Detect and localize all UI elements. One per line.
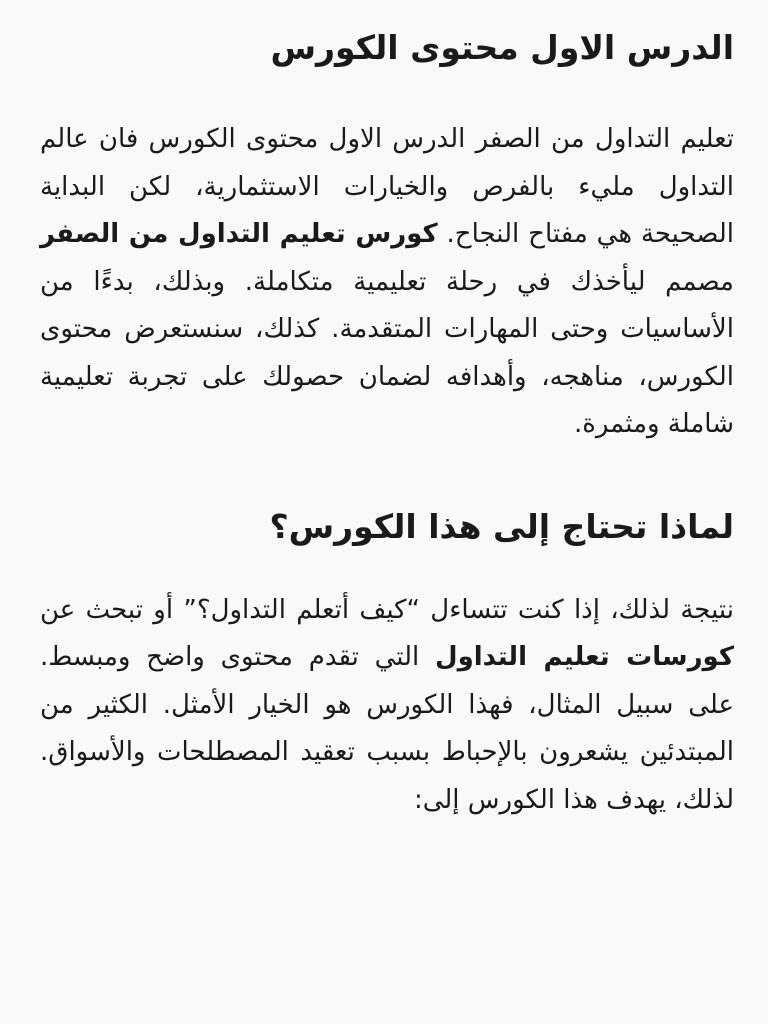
section-heading-first-lesson: الدرس الاول محتوى الكورس xyxy=(270,28,734,67)
intro-text-part1: تعليم التداول من الصفر الدرس الاول محتوى الكورس فان عالم التداول مليء بالفرص والخيارات الاستثمارية، لكن البداية الصحيحة هي مفتاح النجاح. xyxy=(40,124,734,249)
why-bold-courses: كورسات تعليم التداول xyxy=(435,642,734,672)
section-heading-why-course: لماذا تحتاج إلى هذا الكورس؟ xyxy=(269,506,734,546)
why-text-part2: التي تقدم محتوى واضح ومبسط. على سبيل المثال، فهذا الكورس هو الخيار الأمثل. الكثير من المبتدئين يشعرون بالإحباط بسبب تعقيد المصطلحات والأسواق. لذلك، يهدف هذا الكورس إلى: xyxy=(40,642,734,815)
intro-bold-course-name: كورس تعليم التداول من الصفر xyxy=(40,219,438,249)
intro-paragraph xyxy=(40,116,734,449)
why-text-part1: نتيجة لذلك، إذا كنت تتساءل “كيف أتعلم التداول؟” أو تبحث عن xyxy=(40,594,734,625)
why-paragraph xyxy=(40,587,734,825)
intro-text-part2: مصمم ليأخذك في رحلة تعليمية متكاملة. وبذلك، بدءًا من الأساسيات وحتى المهارات المتقدمة. كذلك، سنستعرض محتوى الكورس، مناهجه، وأهدافه لضمان حصولك على تجربة تعليمية شاملة ومثمرة. xyxy=(40,266,734,439)
